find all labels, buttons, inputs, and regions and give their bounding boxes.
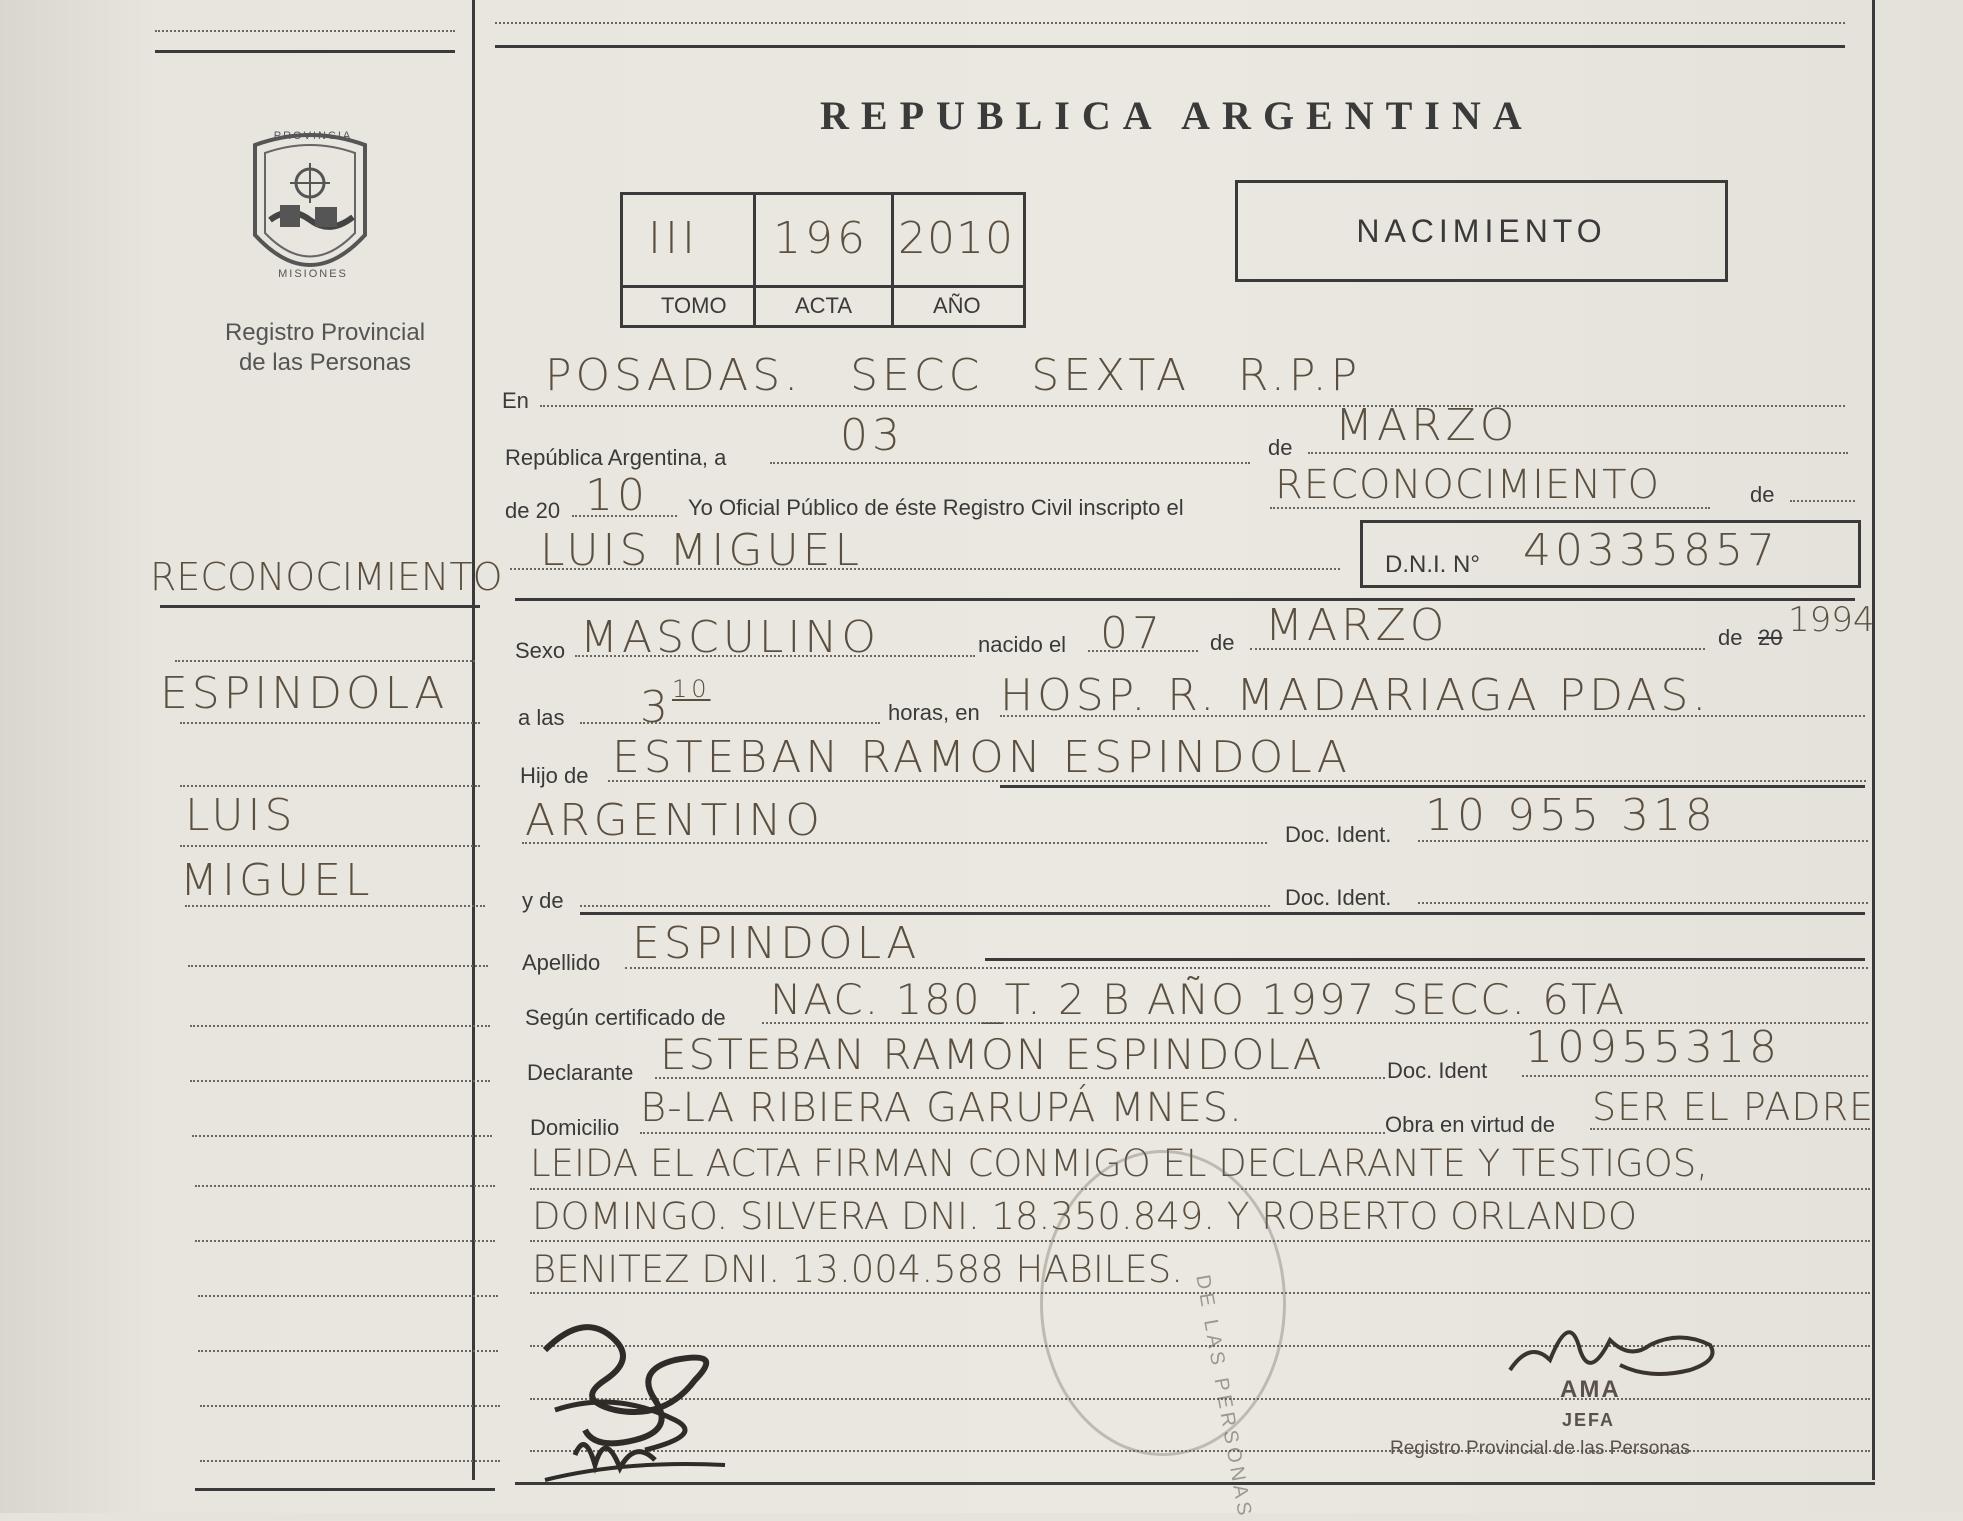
dni-box xyxy=(1360,520,1861,588)
top-dotted-left xyxy=(155,30,455,32)
label-de20: de 20 xyxy=(505,498,561,523)
margin-note-rule xyxy=(160,605,480,608)
field-nac-anio: 1994 xyxy=(1788,600,1875,640)
margin-dots-12 xyxy=(198,1295,498,1297)
field-obs-3: BENITEZ DNI. 13.004.588 HABILES. xyxy=(532,1248,1184,1291)
field-certificado: NAC. 180_T. 2 B AÑO 1997 SECC. 6TA xyxy=(770,975,1627,1024)
margin-dots-15 xyxy=(200,1460,500,1462)
label-a-las: a las xyxy=(518,705,565,730)
label-de-4: de xyxy=(1718,625,1743,650)
declarant-signature-icon xyxy=(525,1290,755,1490)
de-2-line xyxy=(1790,500,1855,502)
field-dia: 03 xyxy=(840,410,904,461)
year-prefix-struck: 20 xyxy=(1758,625,1783,650)
label-republica: República Argentina, a xyxy=(505,445,727,470)
madre-line xyxy=(580,905,1270,907)
record-divider-2 xyxy=(891,195,894,325)
record-divider-h xyxy=(623,285,1023,288)
hora-line xyxy=(580,722,880,724)
label-en: En xyxy=(502,388,529,413)
field-inscripto: RECONOCIMIENTO xyxy=(1275,462,1661,508)
label-dni: D.N.I. N° xyxy=(1385,551,1480,578)
domicilio-line xyxy=(640,1132,1385,1134)
margin-dots-5 xyxy=(185,905,485,907)
stamp-role: JEFA xyxy=(1562,1410,1616,1430)
label-apellido: Apellido xyxy=(522,950,601,975)
field-nombre: LUIS MIGUEL xyxy=(540,525,863,576)
margin-dots-6 xyxy=(188,965,488,967)
margin-name-1: LUIS xyxy=(185,790,297,841)
mes-line xyxy=(1308,452,1848,454)
margin-dots-9 xyxy=(192,1135,492,1137)
field-padre-nac: ARGENTINO xyxy=(525,795,824,846)
registry-line-1: Registro Provincial xyxy=(224,319,426,346)
apellido-rule xyxy=(985,958,1865,961)
label-obra: Obra en virtud de xyxy=(1385,1112,1555,1137)
act-type: NACIMIENTO xyxy=(1356,213,1607,249)
margin-dots-7 xyxy=(190,1025,490,1027)
field-declarante: ESTEBAN RAMON ESPINDOLA xyxy=(660,1030,1324,1079)
margin-name-2: MIGUEL xyxy=(180,855,374,906)
label-hijo-de: Hijo de xyxy=(520,763,589,788)
margin-dots-3 xyxy=(180,785,480,787)
margin-dots-14 xyxy=(200,1405,500,1407)
record-divider-1 xyxy=(753,195,756,325)
official-round-seal xyxy=(1040,1150,1286,1521)
margin-note: RECONOCIMIENTO xyxy=(150,555,503,599)
right-frame xyxy=(1872,0,1875,1480)
round-seal-text: DE LAS PERSONAS xyxy=(1191,1273,1257,1521)
margin-divider xyxy=(472,0,475,1480)
top-rule-right xyxy=(495,45,1845,48)
label-doc-ident-2: Doc. Ident. xyxy=(1285,885,1392,910)
margin-dots-1 xyxy=(175,660,475,662)
field-obs-2: DOMINGO. SILVERA DNI. 18.350.849. Y ROBERTO ORLANDO xyxy=(532,1195,1638,1238)
registry-name xyxy=(180,318,470,378)
field-domicilio: B-LA RIBIERA GARUPÁ MNES. xyxy=(640,1085,1243,1131)
act-type-box xyxy=(1235,180,1728,282)
field-padre: ESTEBAN RAMON ESPINDOLA xyxy=(612,732,1351,783)
label-oficial: Yo Oficial Público de éste Registro Civil inscripto el xyxy=(688,495,1184,520)
madre-doc-line xyxy=(1418,902,1868,904)
label-de-3: de xyxy=(1210,630,1235,655)
label-doc-ident-3: Doc. Ident xyxy=(1387,1058,1488,1083)
seal-bottom-text: MISIONES xyxy=(278,268,348,280)
field-apellido: ESPINDOLA xyxy=(632,918,921,969)
margin-dots-11 xyxy=(195,1240,495,1242)
label-declarante: Declarante xyxy=(527,1060,634,1085)
field-dni: 40335857 xyxy=(1523,525,1779,576)
field-nac-dia: 07 xyxy=(1100,608,1164,659)
margin-dots-2 xyxy=(180,722,480,724)
field-obra: SER EL PADRE xyxy=(1592,1085,1875,1129)
field-declarante-doc: 10955318 xyxy=(1525,1022,1781,1073)
label-sexo: Sexo xyxy=(515,638,566,663)
label-domicilio: Domicilio xyxy=(530,1115,620,1140)
field-hora: 3 xyxy=(640,682,672,733)
en-line xyxy=(540,405,1845,407)
anio-value: 2010 xyxy=(898,213,1014,264)
seal-top-text: PROVINCIA xyxy=(273,130,353,142)
label-de-1: de xyxy=(1268,435,1293,460)
nombre-rule xyxy=(515,598,1855,601)
margin-dots-13 xyxy=(198,1350,498,1352)
top-dotted-right xyxy=(495,22,1845,24)
label-nacido: nacido el xyxy=(978,632,1067,657)
field-nac-mes: MARZO xyxy=(1265,600,1449,651)
country-title: REPUBLICA ARGENTINA xyxy=(820,93,1534,138)
padre-rule xyxy=(1000,785,1865,788)
margin-dots-10 xyxy=(195,1185,495,1187)
acta-value: 196 xyxy=(773,213,869,264)
field-padre-doc: 10 955 318 xyxy=(1425,790,1717,841)
madre-rule xyxy=(580,912,1865,915)
acta-label: ACTA xyxy=(795,293,853,318)
field-anio-suffix: 10 xyxy=(585,470,649,521)
margin-surname: ESPINDOLA xyxy=(160,668,449,719)
label-y-de: y de xyxy=(522,888,564,913)
label-horas-en: horas, en xyxy=(888,700,980,725)
dia-line xyxy=(770,462,1250,464)
margin-dots-4 xyxy=(180,845,480,847)
field-sexo: MASCULINO xyxy=(580,612,880,663)
stamp-office: Registro Provincial de las Personas xyxy=(1390,1438,1690,1459)
declarante-doc-line xyxy=(1522,1075,1868,1077)
field-mes: MARZO xyxy=(1335,400,1519,451)
tomo-value: III xyxy=(648,213,699,264)
field-hora-min: 10 xyxy=(672,675,711,703)
margin-bottom-rule xyxy=(195,1488,495,1491)
registry-line-2: de las Personas xyxy=(238,349,412,376)
margin-dots-8 xyxy=(190,1080,490,1082)
tomo-label: TOMO xyxy=(661,293,727,318)
label-doc-ident-1: Doc. Ident. xyxy=(1285,822,1392,847)
stamp-name: AMA xyxy=(1560,1376,1621,1403)
top-rule-left xyxy=(155,50,455,53)
record-number-box xyxy=(620,192,1026,328)
label-segun: Según certificado de xyxy=(525,1005,726,1030)
anio-label: AÑO xyxy=(933,293,981,318)
field-obs-1: LEIDA EL ACTA FIRMAN CONMIGO EL DECLARANTE Y TESTIGOS, xyxy=(530,1142,1709,1185)
field-lugar-nac: HOSP. R. MADARIAGA PDAS. xyxy=(1000,670,1711,721)
label-de-2: de xyxy=(1750,482,1775,507)
field-lugar: POSADAS. SECC SEXTA R.P.P xyxy=(545,350,1362,401)
